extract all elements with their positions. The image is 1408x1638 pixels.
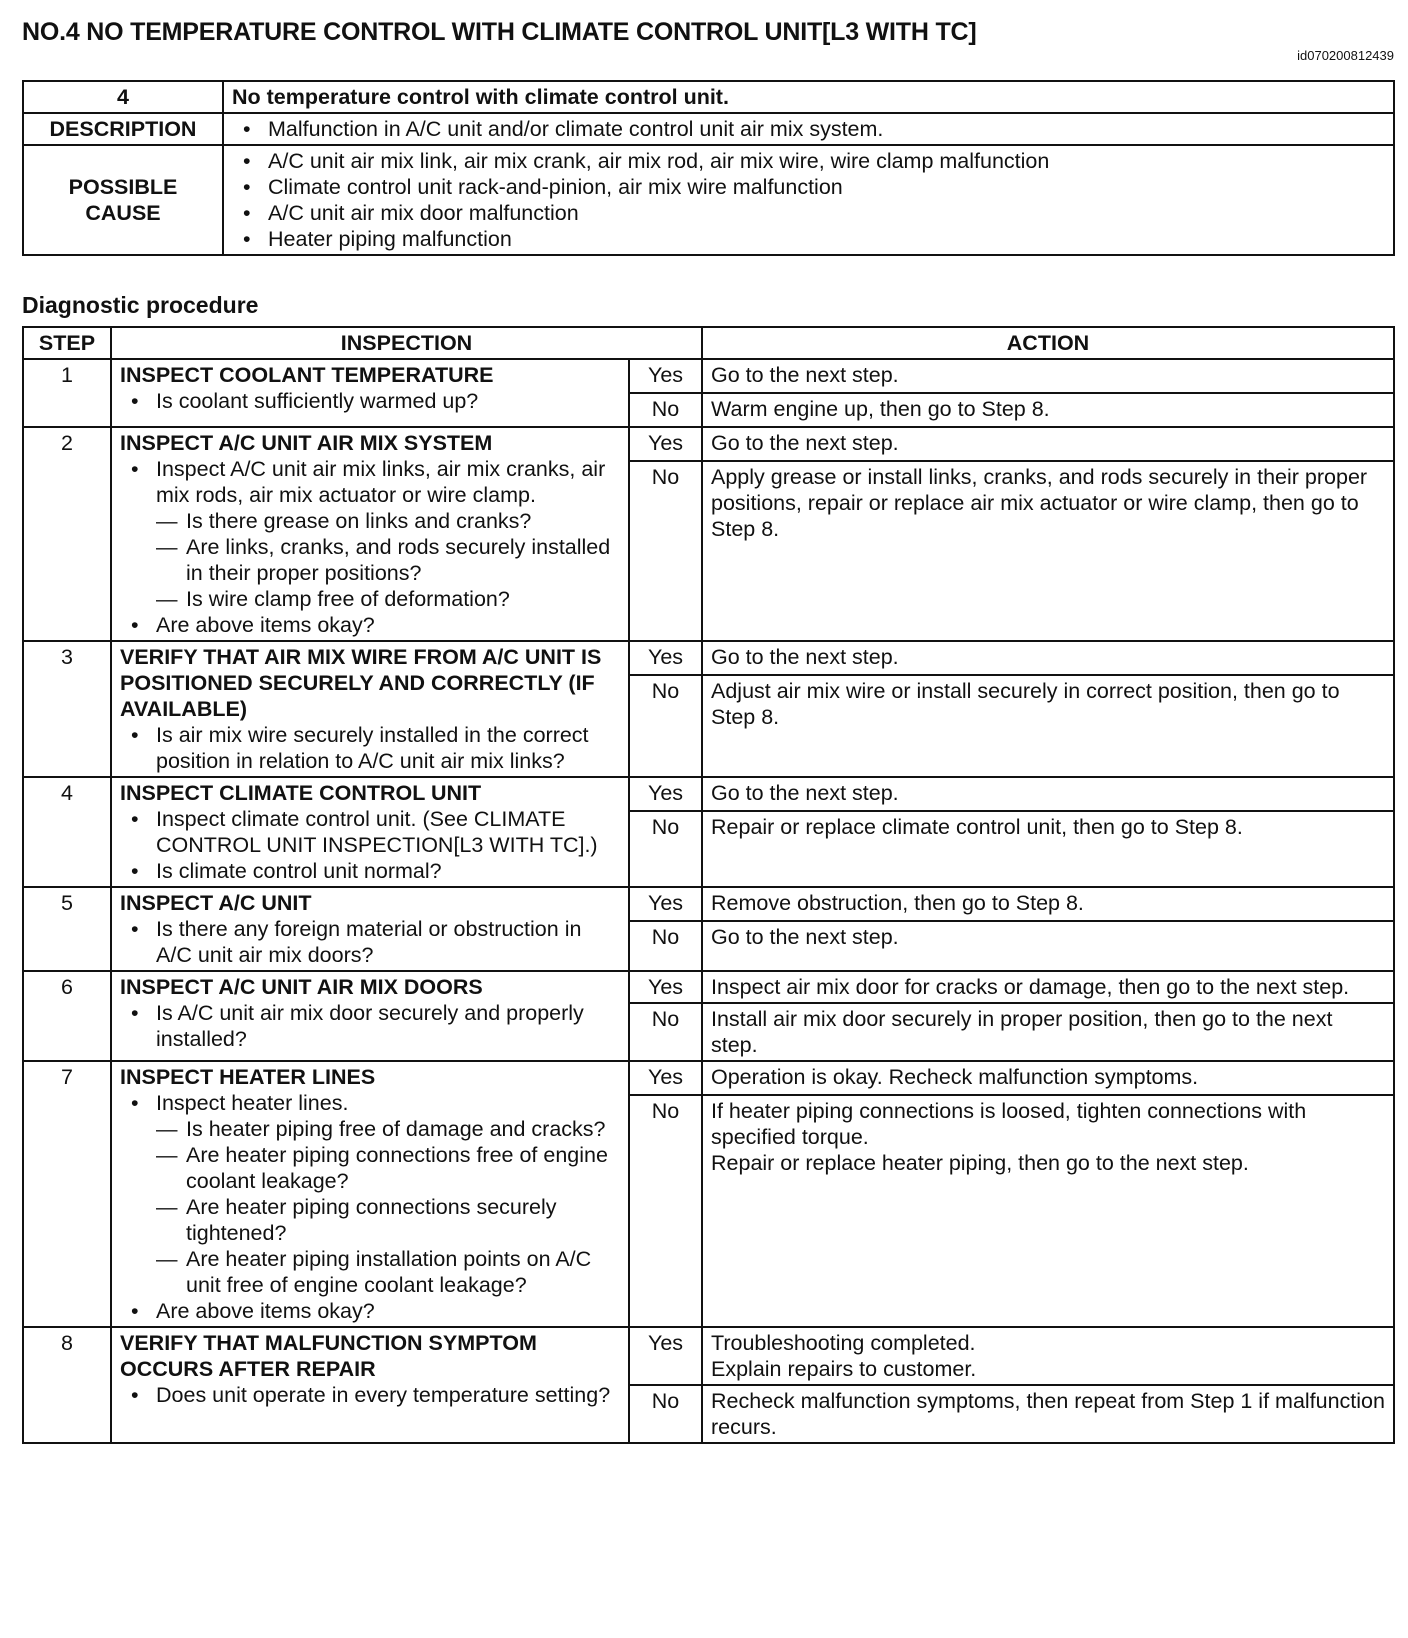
step-number: 5 xyxy=(23,887,111,971)
no-label: No xyxy=(629,1385,702,1443)
inspection-title: INSPECT COOLANT TEMPERATURE xyxy=(120,363,494,387)
diagnostic-procedure-heading: Diagnostic procedure xyxy=(22,292,259,318)
step-8-yes-row xyxy=(23,1327,1394,1385)
no-label: No xyxy=(629,393,702,427)
possible-cause-label xyxy=(23,145,223,255)
step-7-yes-row xyxy=(23,1061,1394,1095)
yes-label: Yes xyxy=(629,1061,702,1095)
summary-row-possible-cause xyxy=(23,145,1394,255)
yes-action: Remove obstruction, then go to Step 8. xyxy=(702,887,1394,921)
inspection-title: INSPECT A/C UNIT xyxy=(120,891,312,915)
inspection-subitem: — Is heater piping free of damage and cracks? xyxy=(186,1116,620,1142)
inspection-title: INSPECT HEATER LINES xyxy=(120,1065,376,1089)
step-3-yes-row xyxy=(23,641,1394,675)
no-action: Recheck malfunction symptoms, then repeat from Step 1 if malfunction recurs. xyxy=(702,1385,1394,1443)
yes-action: Inspect air mix door for cracks or damage, then go to the next step. xyxy=(702,971,1394,1003)
inspection-title: VERIFY THAT MALFUNCTION SYMPTOM OCCURS AFTER REPAIR xyxy=(120,1331,537,1381)
yes-label: Yes xyxy=(629,641,702,675)
inspection-bullet-text: Inspect A/C unit air mix links, air mix cranks, air mix rods, air mix actuator or wire clamp. xyxy=(156,457,606,507)
inspection-subitem: — Is there grease on links and cranks? xyxy=(186,508,620,534)
inspection-bullet: • Are above items okay? xyxy=(156,612,620,638)
no-label: No xyxy=(629,811,702,887)
inspection-title: INSPECT A/C UNIT AIR MIX SYSTEM xyxy=(120,431,493,455)
possible-cause-list xyxy=(223,145,1394,255)
document-id: id070200812439 xyxy=(1297,48,1394,63)
step-number: 6 xyxy=(23,971,111,1061)
step-2-inspection xyxy=(111,427,629,641)
yes-label: Yes xyxy=(629,887,702,921)
step-5-inspection xyxy=(111,887,629,971)
description-cell xyxy=(223,113,1394,145)
description-label: DESCRIPTION xyxy=(23,113,223,145)
inspection-subitem: — Are links, cranks, and rods securely installed in their proper positions? xyxy=(186,534,620,586)
step-number: 2 xyxy=(23,427,111,641)
inspection-bullet xyxy=(156,1090,620,1298)
inspection-bullet: • Is coolant sufficiently warmed up? xyxy=(156,388,620,414)
no-label: No xyxy=(629,1095,702,1327)
no-action: Warm engine up, then go to Step 8. xyxy=(702,393,1394,427)
inspection-bullet: • Is A/C unit air mix door securely and properly installed? xyxy=(156,1000,620,1052)
col-action-header: ACTION xyxy=(702,327,1394,359)
inspection-subitem: — Are heater piping installation points on A/C unit free of engine coolant leakage? xyxy=(186,1246,620,1298)
inspection-bullet: • Are above items okay? xyxy=(156,1298,620,1324)
step-6-inspection xyxy=(111,971,629,1061)
col-inspection-header: INSPECTION xyxy=(111,327,702,359)
inspection-title: INSPECT CLIMATE CONTROL UNIT xyxy=(120,781,482,805)
step-7-inspection xyxy=(111,1061,629,1327)
summary-row-description xyxy=(23,113,1394,145)
step-number: 3 xyxy=(23,641,111,777)
inspection-subitem: — Is wire clamp free of deformation? xyxy=(186,586,620,612)
step-4-inspection xyxy=(111,777,629,887)
step-1-yes-row xyxy=(23,359,1394,393)
yes-label: Yes xyxy=(629,1327,702,1385)
summary-headline: No temperature control with climate control unit. xyxy=(223,81,1394,113)
step-3-inspection xyxy=(111,641,629,777)
summary-row-headline xyxy=(23,81,1394,113)
step-5-yes-row xyxy=(23,887,1394,921)
no-action: Install air mix door securely in proper position, then go to the next step. xyxy=(702,1003,1394,1061)
no-action-line: If heater piping connections is loosed, tighten connections with specified torque. xyxy=(711,1099,1307,1149)
yes-label: Yes xyxy=(629,971,702,1003)
inspection-bullet: • Inspect climate control unit. (See CLIMATE CONTROL UNIT INSPECTION[L3 WITH TC].) xyxy=(156,806,620,858)
header-row xyxy=(23,327,1394,359)
inspection-bullet: • Is climate control unit normal? xyxy=(156,858,620,884)
step-number: 4 xyxy=(23,777,111,887)
possible-cause-label-line1: POSSIBLE xyxy=(68,175,178,199)
step-number: 1 xyxy=(23,359,111,427)
cause-item: • Heater piping malfunction xyxy=(268,226,1385,252)
step-8-inspection xyxy=(111,1327,629,1443)
yes-action: Go to the next step. xyxy=(702,641,1394,675)
yes-action-line: Troubleshooting completed. xyxy=(711,1331,976,1355)
yes-label: Yes xyxy=(629,427,702,461)
yes-label: Yes xyxy=(629,777,702,811)
inspection-title: INSPECT A/C UNIT AIR MIX DOORS xyxy=(120,975,483,999)
yes-action: Go to the next step. xyxy=(702,359,1394,393)
no-label: No xyxy=(629,921,702,971)
yes-action: Go to the next step. xyxy=(702,777,1394,811)
yes-action-line: Explain repairs to customer. xyxy=(711,1357,977,1381)
yes-action: Go to the next step. xyxy=(702,427,1394,461)
inspection-title: VERIFY THAT AIR MIX WIRE FROM A/C UNIT IS POSITIONED SECURELY AND CORRECTLY (IF AVAILABLE) xyxy=(120,645,602,721)
inspection-bullet xyxy=(156,456,620,612)
possible-cause-label-line2: CAUSE xyxy=(85,201,161,225)
step-number: 7 xyxy=(23,1061,111,1327)
inspection-bullet: • Is there any foreign material or obstruction in A/C unit air mix doors? xyxy=(156,916,620,968)
diagnostic-procedure-table xyxy=(22,326,1395,1444)
cause-item: • Climate control unit rack-and-pinion, air mix wire malfunction xyxy=(268,174,1385,200)
no-label: No xyxy=(629,675,702,777)
no-label: No xyxy=(629,461,702,641)
description-text: • Malfunction in A/C unit and/or climate control unit air mix system. xyxy=(268,116,1385,142)
summary-table xyxy=(22,80,1395,256)
no-action: Repair or replace climate control unit, then go to Step 8. xyxy=(702,811,1394,887)
inspection-subitem: — Are heater piping connections free of engine coolant leakage? xyxy=(186,1142,620,1194)
step-1-inspection xyxy=(111,359,629,427)
inspection-bullet: • Does unit operate in every temperature setting? xyxy=(156,1382,620,1408)
page-title: NO.4 NO TEMPERATURE CONTROL WITH CLIMATE CONTROL UNIT[L3 WITH TC] xyxy=(22,18,977,46)
no-label: No xyxy=(629,1003,702,1061)
cause-item: • A/C unit air mix door malfunction xyxy=(268,200,1385,226)
no-action xyxy=(702,1095,1394,1327)
step-6-yes-row xyxy=(23,971,1394,1003)
yes-action xyxy=(702,1327,1394,1385)
no-action: Adjust air mix wire or install securely in correct position, then go to Step 8. xyxy=(702,675,1394,777)
inspection-bullet-text: Inspect heater lines. xyxy=(156,1091,349,1115)
no-action: Apply grease or install links, cranks, and rods securely in their proper positions, repair or replace air mix actuator or wire clamp, then go to Step 8. xyxy=(702,461,1394,641)
no-action-line: Repair or replace heater piping, then go to the next step. xyxy=(711,1151,1249,1175)
col-step-header: STEP xyxy=(23,327,111,359)
yes-action: Operation is okay. Recheck malfunction symptoms. xyxy=(702,1061,1394,1095)
yes-label: Yes xyxy=(629,359,702,393)
cause-item: • A/C unit air mix link, air mix crank, air mix rod, air mix wire, wire clamp malfunction xyxy=(268,148,1385,174)
step-4-yes-row xyxy=(23,777,1394,811)
summary-number: 4 xyxy=(23,81,223,113)
inspection-subitem: — Are heater piping connections securely tightened? xyxy=(186,1194,620,1246)
step-number: 8 xyxy=(23,1327,111,1443)
inspection-bullet: • Is air mix wire securely installed in the correct position in relation to A/C unit air mix links? xyxy=(156,722,620,774)
no-action: Go to the next step. xyxy=(702,921,1394,971)
step-2-yes-row xyxy=(23,427,1394,461)
